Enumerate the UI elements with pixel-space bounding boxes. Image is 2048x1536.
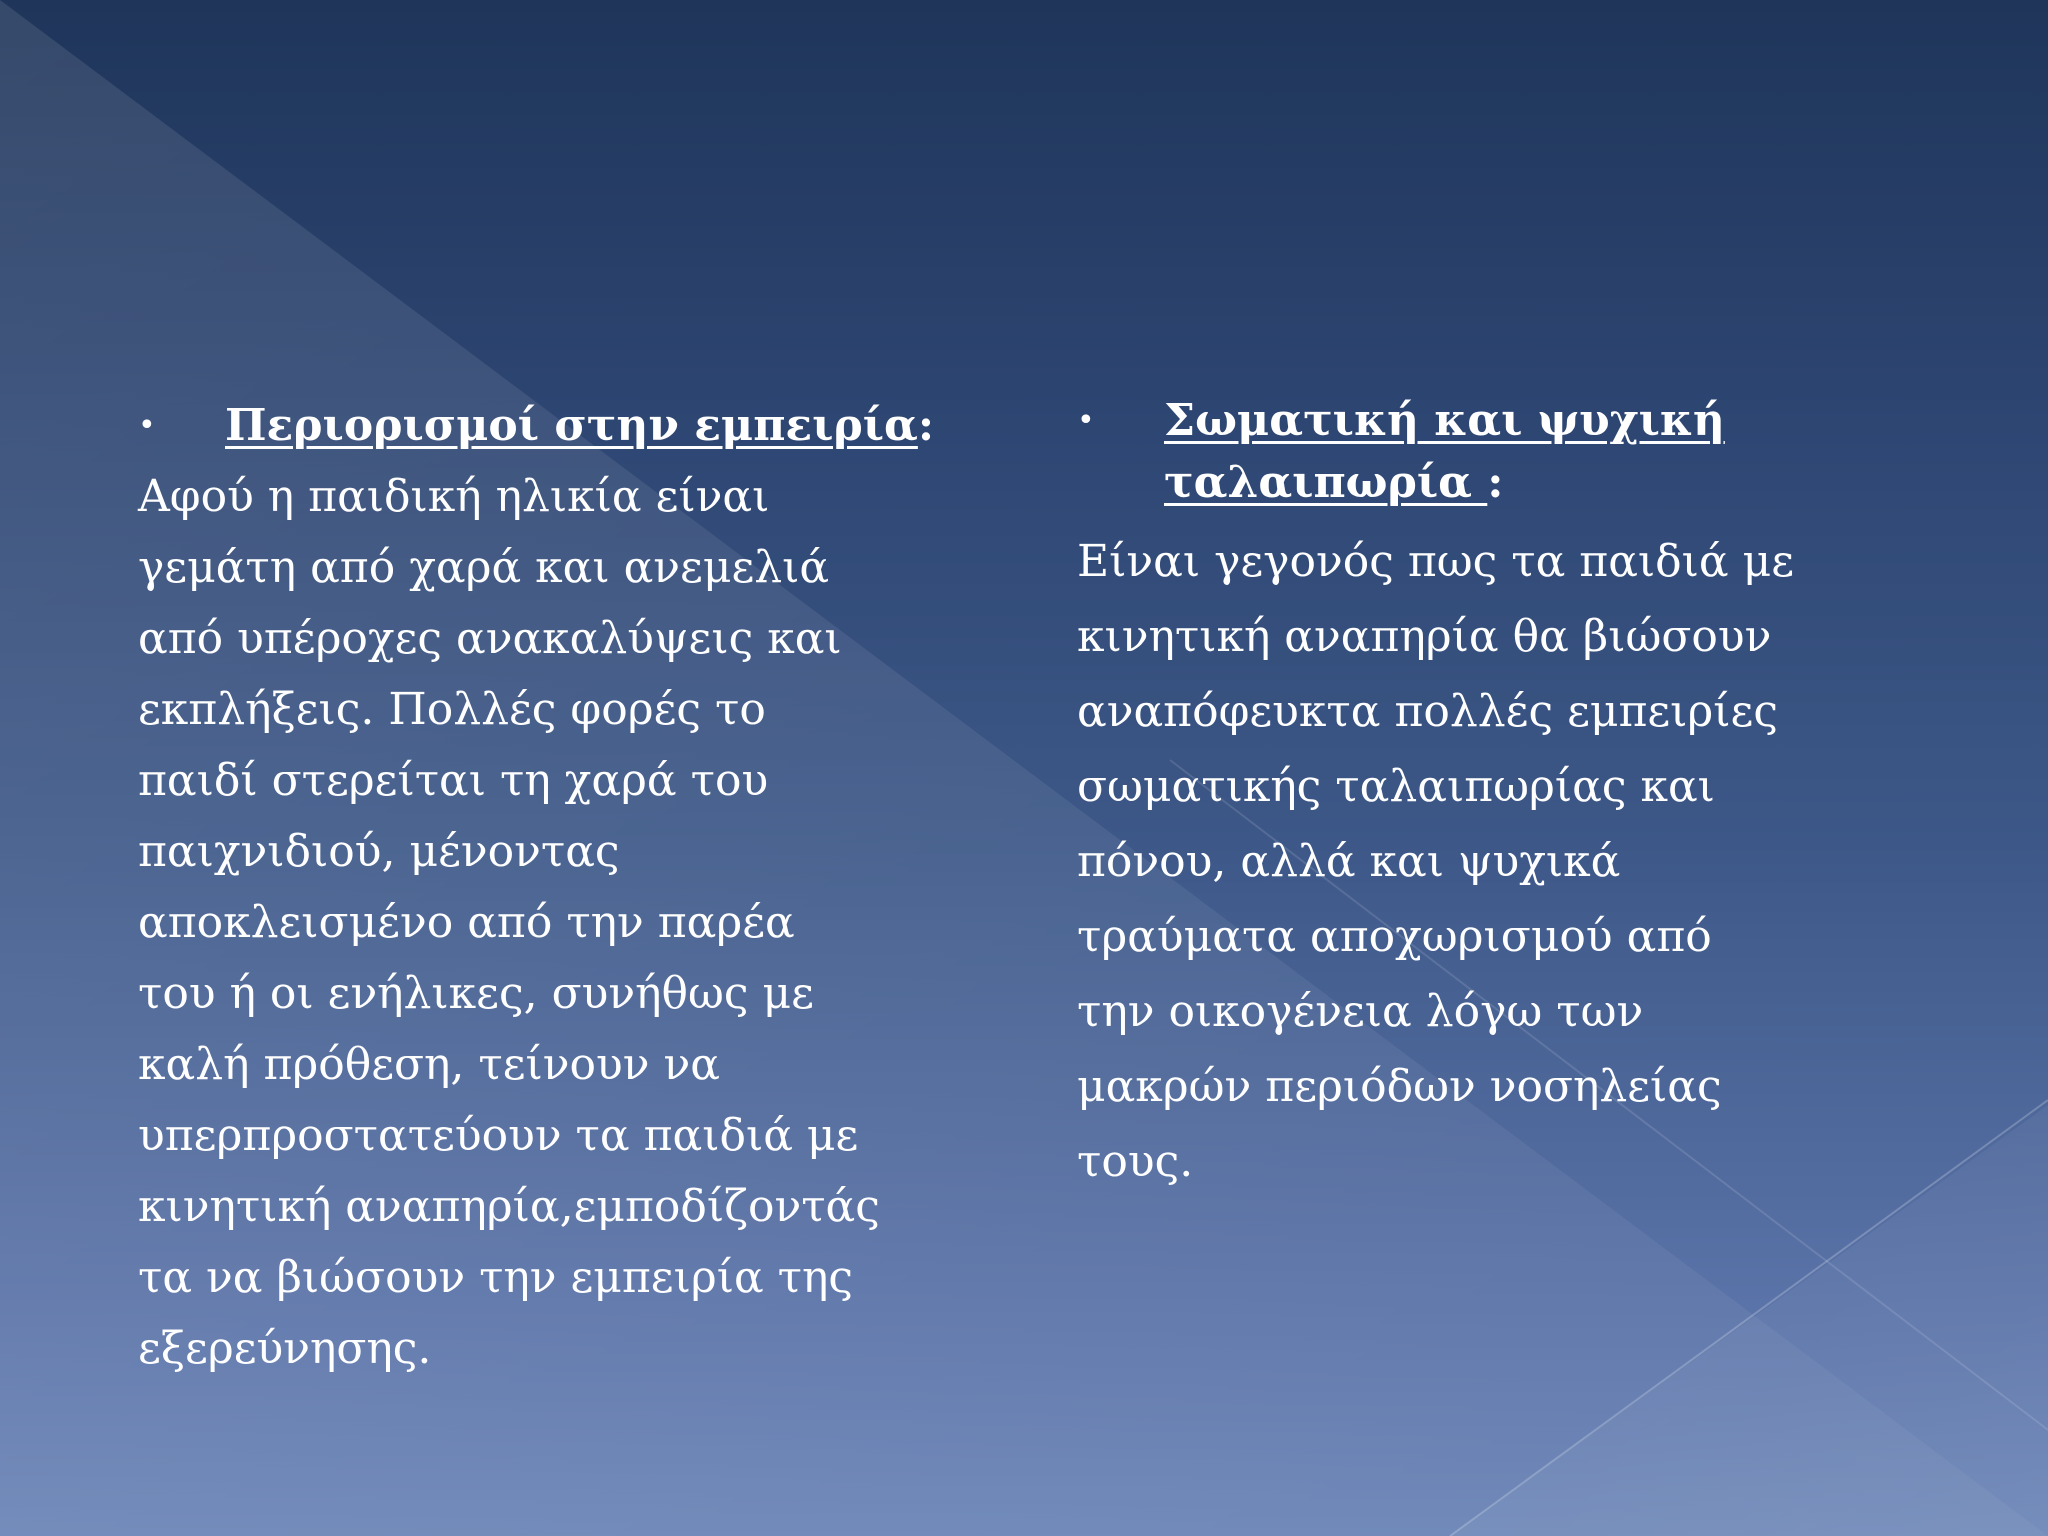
left-heading: Περιορισμοί στην εμπειρία (225, 400, 918, 451)
left-heading-row (138, 390, 938, 461)
right-heading: Σωματική και ψυχική ταλαιπωρία (1164, 395, 1725, 508)
right-column (1077, 390, 1897, 1199)
right-heading-row (1077, 390, 1897, 514)
left-body-text: Αφού η παιδική ηλικία είναι γεμάτη από χαρά και ανεμελιά από υπέροχες ανακαλύψεις και εκπλήξεις. Πολλές φορές το παιδί στερείται τη χαρά του παιχνιδιού, μένοντας αποκλεισμένο από την παρέα του ή οι ενήλικες, συνήθως με καλή πρόθεση, τείνουν να υπερπροστατεύουν τα παιδιά με κινητική αναπηρία,εμποδίζοντάς τα να βιώσουν την εμπειρία της εξερεύνησης. (138, 471, 880, 1374)
left-heading-colon: : (917, 400, 935, 451)
right-body-text: Είναι γεγονός πως τα παιδιά με κινητική αναπηρία θα βιώσουν αναπόφευκτα πολλές εμπειρίες σωματικής ταλαιπωρίας και πόνου, αλλά και ψυχικά τραύματα αποχωρισμού από την οικογένεια λόγω των μακρών περιόδων νοσηλείας τους. (1077, 536, 1794, 1187)
right-heading-colon: : (1487, 457, 1504, 508)
bullet-icon: • (138, 408, 156, 443)
bullet-icon: • (1077, 403, 1095, 438)
left-column (138, 390, 938, 1384)
